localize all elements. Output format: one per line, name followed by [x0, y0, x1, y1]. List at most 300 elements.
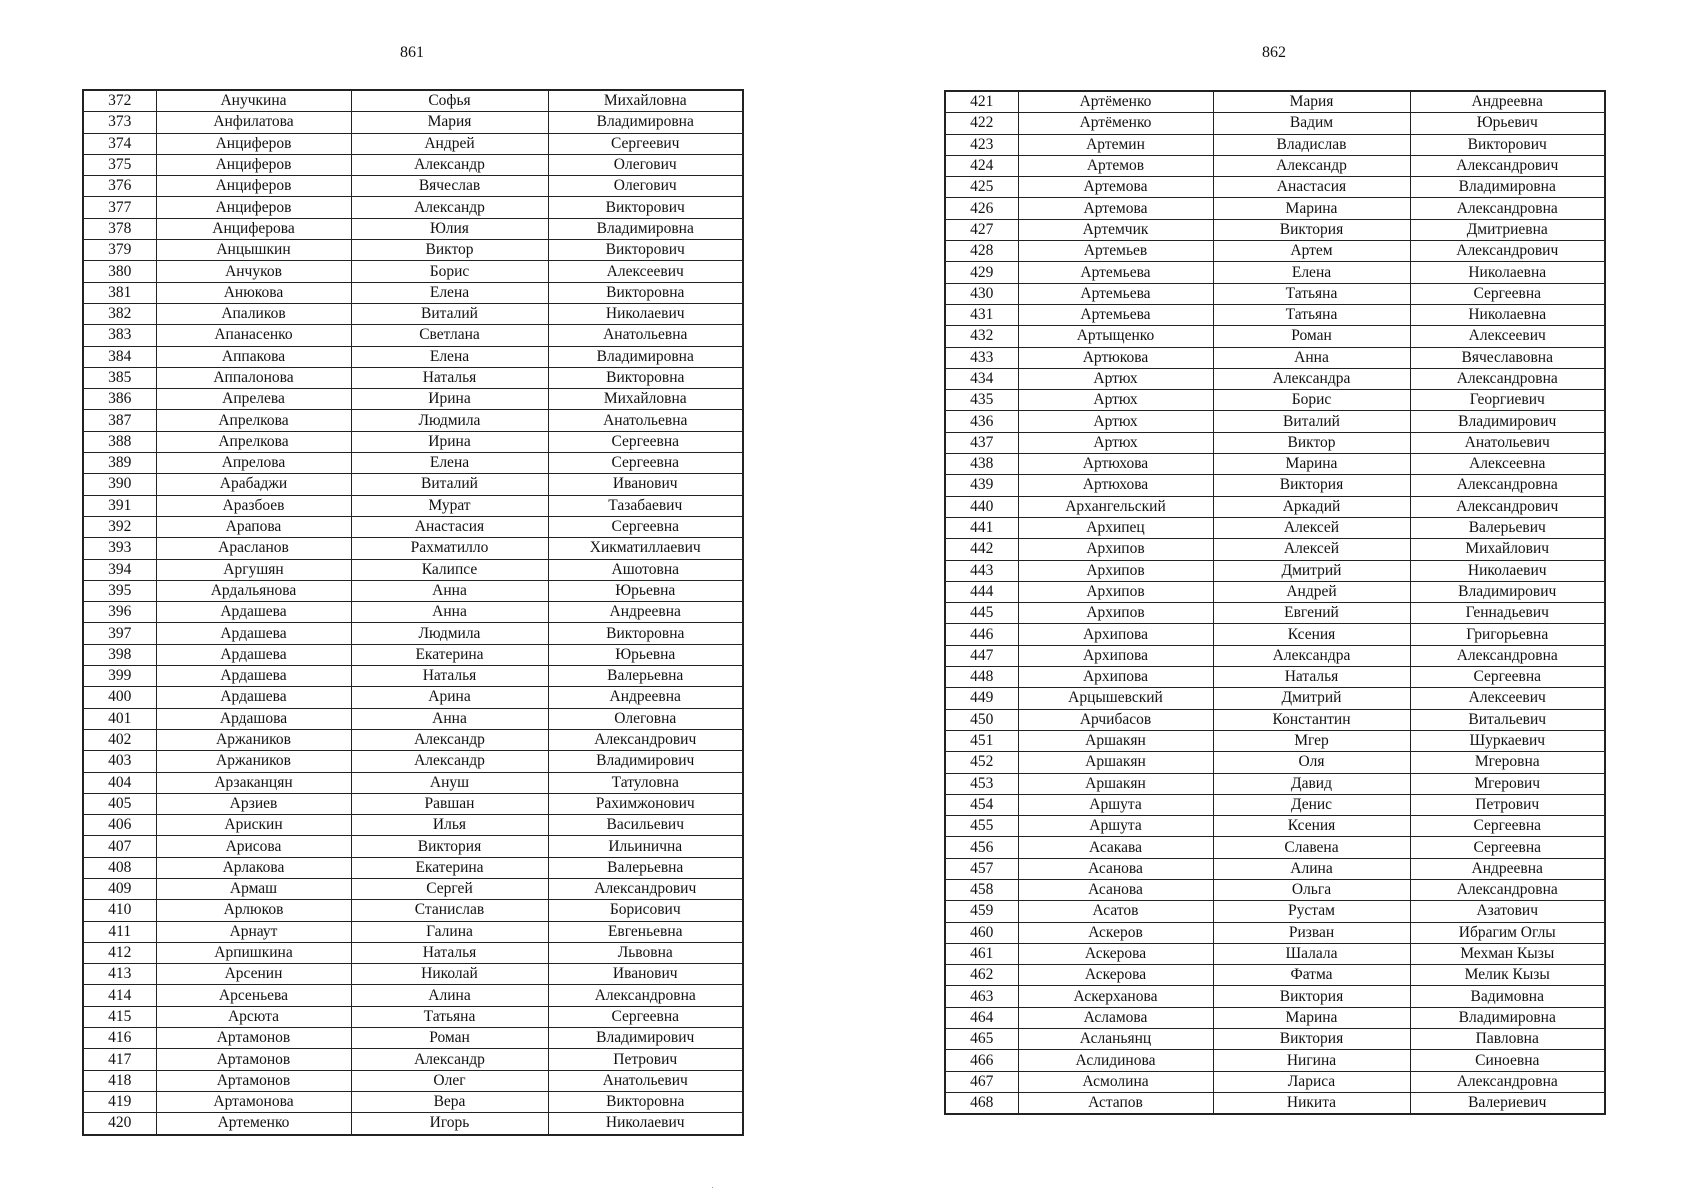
table-row	[83, 303, 743, 324]
patronymic-cell: Викторович	[1410, 134, 1605, 155]
first-name-cell: Ирина	[351, 389, 548, 410]
record-number-cell: 377	[83, 197, 156, 218]
first-name-cell: Елена	[351, 346, 548, 367]
table-row	[83, 1049, 743, 1070]
surname-cell: Ардальянова	[156, 580, 351, 601]
surname-cell: Артемьева	[1018, 304, 1213, 325]
patronymic-cell: Мелик Кызы	[1410, 965, 1605, 986]
patronymic-cell: Хикматиллаевич	[548, 538, 743, 559]
patronymic-cell: Викторович	[548, 197, 743, 218]
table-row	[945, 986, 1605, 1007]
first-name-cell: Славена	[1213, 837, 1410, 858]
first-name-cell: Александра	[1213, 645, 1410, 666]
record-number-cell: 389	[83, 453, 156, 474]
surname-cell: Архангельский	[1018, 496, 1213, 517]
surname-cell: Артемчик	[1018, 219, 1213, 240]
registry-table	[944, 90, 1606, 1115]
record-number-cell: 440	[945, 496, 1018, 517]
table-row	[945, 198, 1605, 219]
first-name-cell: Галина	[351, 921, 548, 942]
record-number-cell: 467	[945, 1071, 1018, 1092]
patronymic-cell: Александровна	[1410, 475, 1605, 496]
first-name-cell: Александра	[1213, 368, 1410, 389]
patronymic-cell: Алексеевна	[1410, 454, 1605, 475]
first-name-cell: Людмила	[351, 623, 548, 644]
record-number-cell: 383	[83, 325, 156, 346]
table-row	[83, 921, 743, 942]
record-number-cell: 393	[83, 538, 156, 559]
surname-cell: Аршакян	[1018, 730, 1213, 751]
surname-cell: Анциферов	[156, 176, 351, 197]
record-number-cell: 394	[83, 559, 156, 580]
surname-cell: Артамонов	[156, 1049, 351, 1070]
first-name-cell: Мария	[351, 112, 548, 133]
record-number-cell: 411	[83, 921, 156, 942]
surname-cell: Арнаут	[156, 921, 351, 942]
surname-cell: Аскерова	[1018, 943, 1213, 964]
table-row	[83, 90, 743, 112]
record-number-cell: 415	[83, 1006, 156, 1027]
surname-cell: Асакава	[1018, 837, 1213, 858]
patronymic-cell: Владимировна	[1410, 177, 1605, 198]
table-row	[945, 730, 1605, 751]
patronymic-cell: Васильевич	[548, 815, 743, 836]
patronymic-cell: Вячеславовна	[1410, 347, 1605, 368]
surname-cell: Ардашова	[156, 708, 351, 729]
table-row	[945, 879, 1605, 900]
surname-cell: Арлакова	[156, 857, 351, 878]
table-row	[83, 367, 743, 388]
first-name-cell: Константин	[1213, 709, 1410, 730]
first-name-cell: Виктор	[1213, 432, 1410, 453]
record-number-cell: 465	[945, 1029, 1018, 1050]
patronymic-cell: Мгеровна	[1410, 752, 1605, 773]
page-number: 861	[400, 44, 424, 61]
surname-cell: Анциферов	[156, 197, 351, 218]
first-name-cell: Юлия	[351, 218, 548, 239]
patronymic-cell: Сергеевна	[1410, 283, 1605, 304]
patronymic-cell: Синоевна	[1410, 1050, 1605, 1071]
first-name-cell: Равшан	[351, 793, 548, 814]
patronymic-cell: Анатольевна	[548, 410, 743, 431]
record-number-cell: 387	[83, 410, 156, 431]
table-row	[83, 453, 743, 474]
record-number-cell: 456	[945, 837, 1018, 858]
surname-cell: Артемова	[1018, 198, 1213, 219]
record-number-cell: 416	[83, 1028, 156, 1049]
patronymic-cell: Сергеевич	[548, 133, 743, 154]
first-name-cell: Александр	[1213, 155, 1410, 176]
first-name-cell: Наталья	[1213, 667, 1410, 688]
first-name-cell: Роман	[1213, 326, 1410, 347]
first-name-cell: Виталий	[351, 474, 548, 495]
surname-cell: Архипов	[1018, 603, 1213, 624]
patronymic-cell: Сергеевна	[1410, 667, 1605, 688]
patronymic-cell: Юрьевич	[1410, 113, 1605, 134]
first-name-cell: Евгений	[1213, 603, 1410, 624]
patronymic-cell: Александровна	[1410, 879, 1605, 900]
record-number-cell: 390	[83, 474, 156, 495]
first-name-cell: Виктория	[351, 836, 548, 857]
table-row	[945, 943, 1605, 964]
first-name-cell: Татьяна	[351, 1006, 548, 1027]
record-number-cell: 373	[83, 112, 156, 133]
patronymic-cell: Анатольевна	[548, 325, 743, 346]
surname-cell: Архипова	[1018, 645, 1213, 666]
surname-cell: Артюхова	[1018, 475, 1213, 496]
table-row	[83, 623, 743, 644]
table-row	[83, 474, 743, 495]
first-name-cell: Екатерина	[351, 857, 548, 878]
table-row	[945, 113, 1605, 134]
first-name-cell: Анастасия	[1213, 177, 1410, 198]
record-number-cell: 420	[83, 1113, 156, 1135]
record-number-cell: 433	[945, 347, 1018, 368]
surname-cell: Арсенин	[156, 964, 351, 985]
first-name-cell: Вадим	[1213, 113, 1410, 134]
surname-cell: Арсюта	[156, 1006, 351, 1027]
record-number-cell: 418	[83, 1070, 156, 1091]
record-number-cell: 460	[945, 922, 1018, 943]
table-row	[83, 708, 743, 729]
table-row	[83, 836, 743, 857]
table-row	[945, 752, 1605, 773]
surname-cell: Ардашева	[156, 687, 351, 708]
first-name-cell: Ксения	[1213, 816, 1410, 837]
table-row	[945, 581, 1605, 602]
surname-cell: Аршакян	[1018, 752, 1213, 773]
surname-cell: Артюх	[1018, 390, 1213, 411]
record-number-cell: 399	[83, 666, 156, 687]
first-name-cell: Сергей	[351, 878, 548, 899]
table-row	[945, 901, 1605, 922]
surname-cell: Апрелова	[156, 453, 351, 474]
first-name-cell: Вячеслав	[351, 176, 548, 197]
surname-cell: Арабаджи	[156, 474, 351, 495]
surname-cell: Армаш	[156, 878, 351, 899]
first-name-cell: Екатерина	[351, 644, 548, 665]
record-number-cell: 457	[945, 858, 1018, 879]
surname-cell: Апрелева	[156, 389, 351, 410]
record-number-cell: 438	[945, 454, 1018, 475]
surname-cell: Анцышкин	[156, 240, 351, 261]
patronymic-cell: Александрович	[548, 878, 743, 899]
patronymic-cell: Иванович	[548, 964, 743, 985]
surname-cell: Артемьева	[1018, 283, 1213, 304]
surname-cell: Арцышевский	[1018, 688, 1213, 709]
table-row	[945, 368, 1605, 389]
surname-cell: Арасланов	[156, 538, 351, 559]
surname-cell: Аппалонова	[156, 367, 351, 388]
table-row	[83, 1091, 743, 1112]
record-number-cell: 422	[945, 113, 1018, 134]
table-row	[945, 347, 1605, 368]
surname-cell: Асатов	[1018, 901, 1213, 922]
first-name-cell: Лариса	[1213, 1071, 1410, 1092]
surname-cell: Архипов	[1018, 539, 1213, 560]
patronymic-cell: Владимирович	[548, 1028, 743, 1049]
table-row	[945, 496, 1605, 517]
record-number-cell: 461	[945, 943, 1018, 964]
surname-cell: Апанасенко	[156, 325, 351, 346]
patronymic-cell: Юрьевна	[548, 644, 743, 665]
table-row	[945, 475, 1605, 496]
surname-cell: Архипова	[1018, 624, 1213, 645]
surname-cell: Артемова	[1018, 177, 1213, 198]
table-row	[945, 1050, 1605, 1071]
surname-cell: Асанова	[1018, 858, 1213, 879]
surname-cell: Артюкова	[1018, 347, 1213, 368]
patronymic-cell: Николаевна	[1410, 262, 1605, 283]
table-row	[945, 624, 1605, 645]
patronymic-cell: Павловна	[1410, 1029, 1605, 1050]
table-row	[83, 602, 743, 623]
patronymic-cell: Анатольевич	[1410, 432, 1605, 453]
patronymic-cell: Ашотовна	[548, 559, 743, 580]
patronymic-cell: Сергеевна	[548, 516, 743, 537]
first-name-cell: Алексей	[1213, 517, 1410, 538]
surname-cell: Аршута	[1018, 816, 1213, 837]
surname-cell: Артюх	[1018, 411, 1213, 432]
first-name-cell: Ануш	[351, 772, 548, 793]
record-number-cell: 430	[945, 283, 1018, 304]
patronymic-cell: Владимировна	[548, 112, 743, 133]
surname-cell: Асанова	[1018, 879, 1213, 900]
surname-cell: Арискин	[156, 815, 351, 836]
first-name-cell: Алексей	[1213, 539, 1410, 560]
record-number-cell: 432	[945, 326, 1018, 347]
first-name-cell: Шалала	[1213, 943, 1410, 964]
first-name-cell: Владислав	[1213, 134, 1410, 155]
record-number-cell: 464	[945, 1007, 1018, 1028]
record-number-cell: 458	[945, 879, 1018, 900]
table-row	[83, 133, 743, 154]
first-name-cell: Анна	[351, 580, 548, 601]
surname-cell: Арапова	[156, 516, 351, 537]
record-number-cell: 428	[945, 241, 1018, 262]
table-row	[83, 495, 743, 516]
table-row	[945, 667, 1605, 688]
patronymic-cell: Сергеевна	[548, 431, 743, 452]
table-row	[945, 517, 1605, 538]
first-name-cell: Софья	[351, 90, 548, 112]
patronymic-cell: Тазабаевич	[548, 495, 743, 516]
first-name-cell: Виктория	[1213, 219, 1410, 240]
patronymic-cell: Александрович	[1410, 241, 1605, 262]
table-row	[945, 539, 1605, 560]
patronymic-cell: Олеговна	[548, 708, 743, 729]
table-row	[945, 155, 1605, 176]
surname-cell: Артёменко	[1018, 113, 1213, 134]
record-number-cell: 410	[83, 900, 156, 921]
surname-cell: Аржаников	[156, 729, 351, 750]
record-number-cell: 388	[83, 431, 156, 452]
surname-cell: Аслидинова	[1018, 1050, 1213, 1071]
first-name-cell: Наталья	[351, 942, 548, 963]
table-row	[83, 282, 743, 303]
table-row	[83, 687, 743, 708]
first-name-cell: Давид	[1213, 773, 1410, 794]
record-number-cell: 435	[945, 390, 1018, 411]
record-number-cell: 409	[83, 878, 156, 899]
first-name-cell: Виктория	[1213, 986, 1410, 1007]
surname-cell: Архипова	[1018, 667, 1213, 688]
patronymic-cell: Николаевич	[548, 1113, 743, 1135]
first-name-cell: Алина	[351, 985, 548, 1006]
first-name-cell: Нигина	[1213, 1050, 1410, 1071]
patronymic-cell: Алексеевич	[548, 261, 743, 282]
surname-cell: Арпишкина	[156, 942, 351, 963]
first-name-cell: Алина	[1213, 858, 1410, 879]
surname-cell: Асланьянц	[1018, 1029, 1213, 1050]
patronymic-cell: Витальевич	[1410, 709, 1605, 730]
first-name-cell: Андрей	[351, 133, 548, 154]
table-row	[945, 1007, 1605, 1028]
table-row	[83, 666, 743, 687]
patronymic-cell: Александровна	[1410, 1071, 1605, 1092]
table-row	[83, 389, 743, 410]
record-number-cell: 381	[83, 282, 156, 303]
record-number-cell: 444	[945, 581, 1018, 602]
first-name-cell: Марина	[1213, 454, 1410, 475]
surname-cell: Арисова	[156, 836, 351, 857]
surname-cell: Ардашева	[156, 602, 351, 623]
record-number-cell: 453	[945, 773, 1018, 794]
patronymic-cell: Александровна	[548, 985, 743, 1006]
first-name-cell: Дмитрий	[1213, 688, 1410, 709]
patronymic-cell: Александровна	[1410, 198, 1605, 219]
surname-cell: Аскеров	[1018, 922, 1213, 943]
table-row	[83, 240, 743, 261]
first-name-cell: Елена	[351, 453, 548, 474]
first-name-cell: Илья	[351, 815, 548, 836]
first-name-cell: Татьяна	[1213, 283, 1410, 304]
patronymic-cell: Петрович	[548, 1049, 743, 1070]
record-number-cell: 423	[945, 134, 1018, 155]
patronymic-cell: Георгиевич	[1410, 390, 1605, 411]
table-row	[83, 580, 743, 601]
record-number-cell: 380	[83, 261, 156, 282]
registry-table-body	[945, 91, 1605, 1114]
patronymic-cell: Владимировна	[1410, 1007, 1605, 1028]
surname-cell: Арчибасов	[1018, 709, 1213, 730]
surname-cell: Артемин	[1018, 134, 1213, 155]
table-row	[945, 603, 1605, 624]
first-name-cell: Ксения	[1213, 624, 1410, 645]
table-row	[945, 432, 1605, 453]
record-number-cell: 462	[945, 965, 1018, 986]
patronymic-cell: Викторовна	[548, 623, 743, 644]
table-row	[83, 410, 743, 431]
surname-cell: Аразбоев	[156, 495, 351, 516]
table-row	[83, 218, 743, 239]
surname-cell: Артемьев	[1018, 241, 1213, 262]
table-row	[945, 1029, 1605, 1050]
table-row	[83, 431, 743, 452]
table-row	[945, 326, 1605, 347]
table-row	[945, 454, 1605, 475]
first-name-cell: Александр	[351, 729, 548, 750]
patronymic-cell: Сергеевна	[548, 1006, 743, 1027]
table-row	[945, 1071, 1605, 1092]
patronymic-cell: Львовна	[548, 942, 743, 963]
patronymic-cell: Григорьевна	[1410, 624, 1605, 645]
first-name-cell: Виталий	[1213, 411, 1410, 432]
table-row	[83, 857, 743, 878]
surname-cell: Артыщенко	[1018, 326, 1213, 347]
record-number-cell: 386	[83, 389, 156, 410]
table-row	[945, 965, 1605, 986]
record-number-cell: 446	[945, 624, 1018, 645]
surname-cell: Асмолина	[1018, 1071, 1213, 1092]
first-name-cell: Анна	[351, 602, 548, 623]
table-row	[945, 219, 1605, 240]
table-row	[945, 560, 1605, 581]
table-row	[945, 91, 1605, 113]
record-number-cell: 451	[945, 730, 1018, 751]
record-number-cell: 463	[945, 986, 1018, 1007]
first-name-cell: Калипсе	[351, 559, 548, 580]
patronymic-cell: Владимировна	[548, 346, 743, 367]
record-number-cell: 408	[83, 857, 156, 878]
table-row	[83, 516, 743, 537]
record-number-cell: 452	[945, 752, 1018, 773]
first-name-cell: Александр	[351, 197, 548, 218]
patronymic-cell: Геннадьевич	[1410, 603, 1605, 624]
record-number-cell: 447	[945, 645, 1018, 666]
record-number-cell: 426	[945, 198, 1018, 219]
surname-cell: Архипов	[1018, 560, 1213, 581]
table-row	[945, 283, 1605, 304]
record-number-cell: 441	[945, 517, 1018, 538]
surname-cell: Анциферова	[156, 218, 351, 239]
record-number-cell: 391	[83, 495, 156, 516]
surname-cell: Артюхова	[1018, 454, 1213, 475]
first-name-cell: Виталий	[351, 303, 548, 324]
record-number-cell: 407	[83, 836, 156, 857]
table-row	[945, 794, 1605, 815]
surname-cell: Анучкина	[156, 90, 351, 112]
surname-cell: Апрелкова	[156, 410, 351, 431]
patronymic-cell: Михайлович	[1410, 539, 1605, 560]
table-row	[83, 538, 743, 559]
surname-cell: Аскерханова	[1018, 986, 1213, 1007]
record-number-cell: 402	[83, 729, 156, 750]
table-row	[945, 390, 1605, 411]
first-name-cell: Борис	[351, 261, 548, 282]
surname-cell: Артюх	[1018, 368, 1213, 389]
first-name-cell: Мурат	[351, 495, 548, 516]
record-number-cell: 379	[83, 240, 156, 261]
patronymic-cell: Шуркаевич	[1410, 730, 1605, 751]
patronymic-cell: Ильинична	[548, 836, 743, 857]
record-number-cell: 382	[83, 303, 156, 324]
first-name-cell: Вера	[351, 1091, 548, 1112]
table-row	[83, 1028, 743, 1049]
surname-cell: Апрелкова	[156, 431, 351, 452]
patronymic-cell: Юрьевна	[548, 580, 743, 601]
record-number-cell: 406	[83, 815, 156, 836]
record-number-cell: 466	[945, 1050, 1018, 1071]
surname-cell: Архипец	[1018, 517, 1213, 538]
first-name-cell: Дмитрий	[1213, 560, 1410, 581]
table-row	[83, 964, 743, 985]
first-name-cell: Николай	[351, 964, 548, 985]
record-number-cell: 401	[83, 708, 156, 729]
record-number-cell: 396	[83, 602, 156, 623]
patronymic-cell: Татуловна	[548, 772, 743, 793]
record-number-cell: 398	[83, 644, 156, 665]
